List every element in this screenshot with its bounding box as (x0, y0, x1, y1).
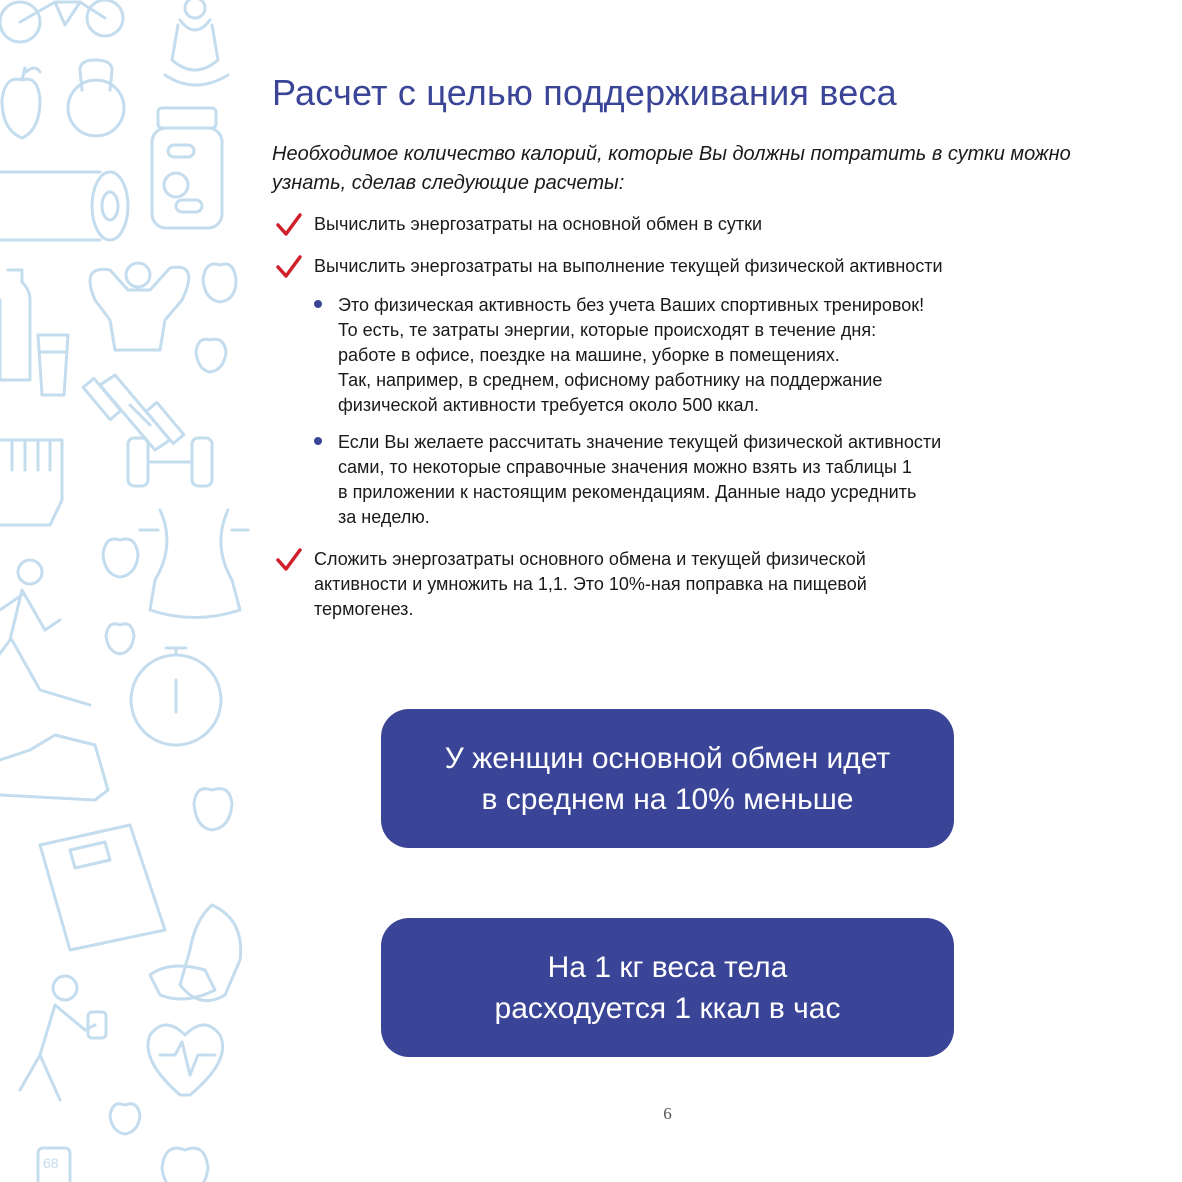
checkmark-icon (276, 254, 302, 280)
page-number: 6 (663, 1104, 672, 1123)
checklist-text: Сложить энергозатраты основного обмена и текущей физической активности и умножить на 1,1. Это 10%-ная поправка на пищевой термогенез. (314, 549, 867, 619)
page-title: Расчет с целью поддерживания веса (272, 72, 897, 113)
bullet-dot-icon (314, 437, 322, 445)
checkmark-icon (276, 547, 302, 573)
callout-women-metabolism: У женщин основной обмен идет в среднем на 10% меньше (381, 709, 954, 848)
bullet-dot-icon (314, 300, 322, 308)
intro-text: Необходимое количество калорий, которые Вы должны потратить в сутки можно узнать, сделав следующие расчеты: (272, 143, 1071, 194)
bullet-text: Если Вы желаете рассчитать значение текущей физической активности сами, то некоторые справочные значения можно взять из таблицы 1 в приложении к настоящим рекомендациям. Данные надо усреднить за неделю. (338, 432, 942, 527)
checkmark-icon (276, 212, 302, 238)
svg-text:68: 68 (43, 1155, 59, 1171)
checklist-text: Вычислить энергозатраты на основной обмен в сутки (314, 214, 763, 234)
checklist-text: Вычислить энергозатраты на выполнение текущей физической активности (314, 256, 943, 276)
callout-calories-per-kg: На 1 кг веса тела расходуется 1 ккал в час (381, 918, 954, 1057)
bullet-text: Это физическая активность без учета Ваших спортивных тренировок! То есть, те затраты энергии, которые происходят в течение дня: работе в офисе, поездке на машине, уборке в помещениях. Так, например, в среднем, офисному работнику на поддержание физической активности требуется около 500 ккал. (338, 295, 925, 415)
